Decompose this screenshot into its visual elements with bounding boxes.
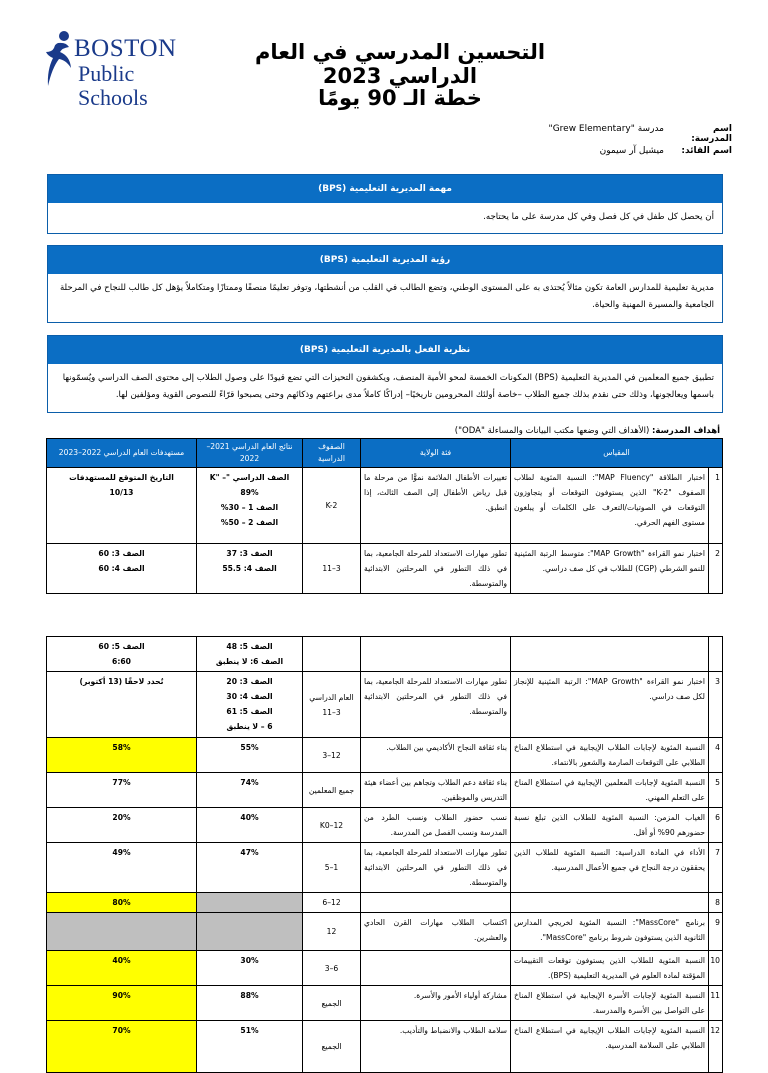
cell-targets (47, 843, 197, 893)
school-name-label: اسم المدرسة: (691, 124, 732, 144)
leader-name-label: اسم القائد: (681, 146, 732, 156)
cell-results (197, 913, 303, 951)
result-line: 51% (240, 1026, 259, 1035)
result-line: 55% (240, 743, 259, 752)
result-line: الصف 6: لا ينطبق (215, 657, 284, 666)
cell-category: تغييرات الأطفال الملائمة نموًّا من مرحلة ما قبل رياض الأطفال إلى الصف الثالث، إذا انطبق. (361, 468, 511, 544)
col-header-results: نتائج العام الدراسي 2021–2022 (197, 439, 303, 468)
cell-measure: اختبار الطلاقة "MAP Fluency": النسبة المئوية لطلاب الصفوف "K-2" الذين يستوفون التوقعات أو يتجاوزون التوقعات في الصوتيات/التعرف على الكلمات أو يبلغون مستوى الفهم الحرفي. (511, 468, 709, 544)
target-line: 49% (112, 848, 131, 857)
col-header-targets: مستهدفات العام الدراسي 2022–2023 (47, 439, 197, 468)
table-row (47, 637, 723, 672)
cell-results (197, 951, 303, 986)
cell-grades: الجميع (303, 986, 361, 1021)
row-number: 12 (709, 1021, 723, 1073)
table-row (47, 672, 723, 738)
cell-results (197, 986, 303, 1021)
result-line: 6 – لا ينطبق (226, 722, 273, 731)
table-row (47, 913, 723, 951)
table-row (47, 1021, 723, 1073)
cell-targets (47, 951, 197, 986)
target-line: 58% (112, 743, 131, 752)
cell-grades: 1–5 (303, 843, 361, 893)
row-number: 1 (709, 468, 723, 544)
cell-results (197, 843, 303, 893)
person-figure-icon (44, 30, 74, 88)
result-line: 74% (240, 778, 259, 787)
target-line: تُحدد لاحقًا (13 أكتوبر) (79, 677, 164, 686)
cell-measure: اختبار نمو القراءة "MAP Growth": متوسط الرتبة المئينية للنمو الشرطي (CGP) للطلاب في كل صف دراسي. (511, 544, 709, 594)
row-number: 6 (709, 808, 723, 843)
row-number: 3 (709, 672, 723, 738)
row-number: 2 (709, 544, 723, 594)
vision-box (47, 245, 723, 323)
row-number: 5 (709, 773, 723, 808)
cell-targets (47, 1021, 197, 1073)
cell-category (361, 893, 511, 913)
result-line: 30% (240, 956, 259, 965)
target-line: التاريخ المتوقع للمستهدفات (69, 473, 174, 482)
school-name-row (549, 124, 732, 144)
result-line: 47% (240, 848, 259, 857)
result-line: الصف 3: 20 (226, 677, 273, 686)
result-line: الصف 2 – 50% (220, 518, 279, 527)
cell-targets (47, 913, 197, 951)
col-header-category: فئة الولاية (361, 439, 511, 468)
mission-body: أن يحصل كل طفل في كل فصل وفي كل مدرسة على ما يحتاجه. (483, 212, 714, 222)
mission-box (47, 174, 723, 234)
target-line: 90% (112, 991, 131, 1000)
table-row (47, 738, 723, 773)
cell-category: تطور مهارات الاستعداد للمرحلة الجامعية، بما في ذلك التطور في المرحلتين الابتدائية والمتوسطة. (361, 544, 511, 594)
row-number: 10 (709, 951, 723, 986)
page-subtitle: خطة الـ 90 يومًا (318, 86, 482, 110)
school-goals-label (455, 426, 720, 436)
table-header-row (47, 439, 723, 468)
cell-results (197, 738, 303, 773)
result-line: الصف 5: 48 (226, 642, 273, 651)
cell-measure (511, 893, 709, 913)
vision-body: مديرية تعليمية للمدارس العامة تكون مثالاً يُحتذى به على المستوى الوطني، وتضع الطالب في القلب من أنشطتها، وتوفر تعليمًا منصفًا وممتازًا ومتكاملاً يؤهل كل طالب للنجاح في المرحلة الجامعية والمسيرة المهنية والحياة. (59, 283, 714, 310)
cell-category: اكتساب الطلاب مهارات القرن الحادي والعشرين. (361, 913, 511, 951)
goals-label-bold: أهداف المدرسة: (652, 426, 720, 436)
mission-header: مهمة المديرية التعليمية (BPS) (48, 175, 722, 203)
cell-category: سلامة الطلاب والانضباط والتأديب. (361, 1021, 511, 1073)
target-line: 70% (112, 1026, 131, 1035)
logo-line1: BOSTON (74, 35, 177, 62)
cell-targets (47, 986, 197, 1021)
cell-grades (303, 637, 361, 672)
cell-results (197, 773, 303, 808)
target-line: 40% (112, 956, 131, 965)
target-line: 20% (112, 813, 131, 822)
result-line: الصف 4: 30 (226, 692, 273, 701)
cell-targets (47, 738, 197, 773)
target-line: الصف 5: 60 (98, 642, 145, 651)
cell-measure: النسبة المئوية لإجابات المعلمين الإيجابية في استطلاع المناخ على التعلم المهني. (511, 773, 709, 808)
cell-grades: 6–3 (303, 951, 361, 986)
cell-measure: النسبة المئوية للطلاب الذين يستوفون توقعات التقييمات المؤقتة لمادة العلوم في المديرية التعليمية (BPS). (511, 951, 709, 986)
result-line: الصف 4: 55.5 (222, 564, 277, 573)
table-row (47, 468, 723, 544)
cell-targets (47, 468, 197, 544)
row-number: 8 (709, 893, 723, 913)
logo-line2: Public Schools (78, 61, 148, 110)
cell-measure: برنامج "MassCore": النسبة المئوية لخريجي المدارس الثانوية الذين يستوفون شروط برنامج "MassCore". (511, 913, 709, 951)
cell-measure (511, 637, 709, 672)
cell-results (197, 808, 303, 843)
cell-measure: الغياب المزمن: النسبة المئوية للطلاب الذين تبلغ نسبة حضورهم 90% أو أقل. (511, 808, 709, 843)
row-number: 4 (709, 738, 723, 773)
row-number: 7 (709, 843, 723, 893)
vision-header: رؤية المديرية التعليمية (BPS) (48, 246, 722, 274)
goals-label-note: (الأهداف التي وضعها مكتب البيانات والمساءلة "ODA") (454, 426, 653, 436)
cell-grades: 3–11 (303, 544, 361, 594)
cell-grades: 12–3 (303, 738, 361, 773)
cell-targets (47, 773, 197, 808)
cell-measure: النسبة المئوية لإجابات الأسرة الإيجابية في استطلاع المناخ على التواصل بين الأسرة والمدرسة. (511, 986, 709, 1021)
cell-category: نسب حضور الطلاب ونسب الطرد من المدرسة ونسب الفصل من المدرسة. (361, 808, 511, 843)
cell-grades: العام الدراسي 3–11 (303, 672, 361, 738)
school-goals-table-1 (46, 438, 723, 594)
table-row (47, 773, 723, 808)
target-line: 80% (112, 898, 131, 907)
cell-results (197, 1021, 303, 1073)
cell-results (197, 468, 303, 544)
cell-measure: اختبار نمو القراءة "MAP Growth": الرتبة المئينية للإنجاز لكل صف دراسي. (511, 672, 709, 738)
theory-header: نظرية الفعل بالمديرية التعليمية (BPS) (48, 336, 722, 364)
target-line: 10/13 (109, 488, 134, 497)
cell-category: تطور مهارات الاستعداد للمرحلة الجامعية، بما في ذلك التطور في المرحلتين الابتدائية والمتوسطة. (361, 672, 511, 738)
target-line: الصف 4: 60 (98, 564, 145, 573)
row-number: 9 (709, 913, 723, 951)
cell-targets (47, 808, 197, 843)
cell-category: مشاركة أولياء الأمور والأسرة. (361, 986, 511, 1021)
cell-grades: 12 (303, 913, 361, 951)
table-row (47, 808, 723, 843)
cell-results (197, 544, 303, 594)
row-number: 11 (709, 986, 723, 1021)
cell-grades: 12–6 (303, 893, 361, 913)
target-line: الصف 3: 60 (98, 549, 145, 558)
col-header-measure: المقياس (511, 439, 723, 468)
cell-results (197, 637, 303, 672)
cell-measure: النسبة المئوية لإجابات الطلاب الإيجابية في استطلاع المناخ الطلابي على السلامة المدرسية. (511, 1021, 709, 1073)
result-line: الصف 1 – 30% (220, 503, 279, 512)
cell-targets (47, 544, 197, 594)
theory-box (47, 335, 723, 413)
result-line: الصف 5: 61 (226, 707, 273, 716)
cell-grades: K-2 (303, 468, 361, 544)
cell-measure: النسبة المئوية لإجابات الطلاب الإيجابية في استطلاع المناخ الطلابي على التوقعات الصارمة والشعور بالانتماء. (511, 738, 709, 773)
cell-category: بناء ثقافة النجاح الأكاديمي بين الطلاب. (361, 738, 511, 773)
cell-results (197, 893, 303, 913)
cell-category (361, 637, 511, 672)
cell-grades: الجميع (303, 1021, 361, 1073)
page-title: التحسين المدرسي في العام الدراسي 2023 (254, 40, 546, 88)
cell-grades: K0–12 (303, 808, 361, 843)
target-line: 6:60 (112, 657, 131, 666)
table-row (47, 544, 723, 594)
cell-grades: جميع المعلمين (303, 773, 361, 808)
cell-targets (47, 637, 197, 672)
school-goals-table-2 (46, 636, 723, 1073)
cell-measure: الأداء في المادة الدراسية: النسبة المئوية للطلاب الذين يحققون درجة النجاح في جميع الأعمال المدرسية. (511, 843, 709, 893)
school-name-value: مدرسة "Grew Elementary" (548, 124, 664, 134)
cell-results (197, 672, 303, 738)
result-line: 88% (240, 991, 259, 1000)
theory-body: تطبيق جميع المعلمين في المديرية التعليمية (BPS) المكونات الخمسة لمحو الأمية المنصف، ويكشفون التحيزات التي تضع قيودًا على وصول الطلاب إلى محتوى الصف الدراسي ويُسمّونها باسمها ويعالجونها، وذلك حتى نقدم بذلك جميع الطلاب –خاصة أولئك المحرومين تاريخيًا– إدراكًا كاملاً مدى براعتهم وذكائهم وحتى يصبحوا قرّاءً للنصوص القوية ومؤلفين لها. (62, 373, 714, 400)
cell-category: تطور مهارات الاستعداد للمرحلة الجامعية، بما في ذلك التطور في المرحلتين الابتدائية والمتوسطة. (361, 843, 511, 893)
result-line: الصف 3: 37 (226, 549, 273, 558)
boston-public-schools-logo (44, 30, 177, 110)
row-number (709, 637, 723, 672)
result-line: 40% (240, 813, 259, 822)
table-row (47, 986, 723, 1021)
cell-targets (47, 893, 197, 913)
leader-name-row (600, 146, 732, 156)
result-line: الصف الدراسي "K" – 89% (209, 473, 290, 497)
col-header-grades: الصفوف الدراسية (303, 439, 361, 468)
leader-name-value: ميشيل آر سيمون (599, 146, 664, 156)
cell-category (361, 951, 511, 986)
table-row (47, 893, 723, 913)
cell-targets (47, 672, 197, 738)
table-row (47, 951, 723, 986)
cell-category: بناء ثقافة دعم الطلاب وتجاهم بين أعضاء هيئة التدريس والموظفين. (361, 773, 511, 808)
table-row (47, 843, 723, 893)
target-line: 77% (112, 778, 131, 787)
